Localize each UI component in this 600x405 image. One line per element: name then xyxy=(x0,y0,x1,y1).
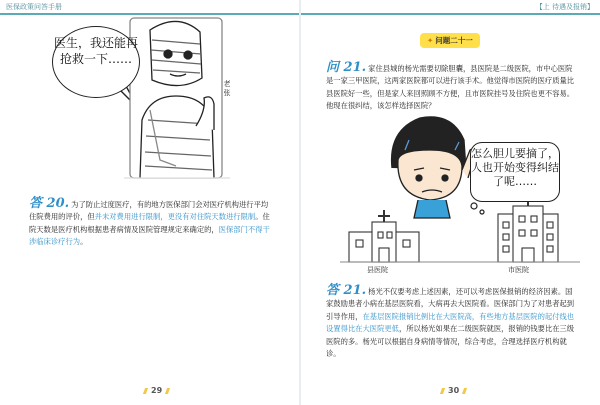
answer-20-paragraph xyxy=(29,198,273,249)
county-hospital-illustration xyxy=(349,210,419,262)
answer-21-paragraph xyxy=(326,285,578,360)
question-21-text: 家住县城的杨光需要切除胆囊，县医院是二级医院，市中心医院是一家三甲医院，这两家医院都可以进行该手术。他觉得市医院的医疗质量比县医院好一些，但是家人来回照顾不方便，且市医院挂号及住院也更不容易。他现在很纠结，该怎样选择医院？ xyxy=(326,64,575,111)
question-badge-label: 问题二十一 xyxy=(435,36,473,45)
answer-20-highlight-2: 医保部门不得干涉临床诊疗行为 xyxy=(29,224,270,247)
question-number-badge xyxy=(420,33,480,48)
answer-21-text-1: 杨光不仅要考虑上述因素，还可以考虑医保报销的经济因素。国家鼓励患者小病在基层医院看，大病再去大医院看。医保部门为了对患者起到引导作用， xyxy=(326,287,575,321)
city-hospital-label: 市医院 xyxy=(508,266,529,274)
thinking-bubble-tail xyxy=(471,203,484,214)
patient-speech-bubble: 医生，我还能再抢救一下…… xyxy=(52,26,140,98)
lightbulb-icon: ✦ xyxy=(427,36,434,45)
question-21-paragraph xyxy=(326,62,578,113)
right-page-number: 30 xyxy=(437,386,470,395)
worried-man-illustration xyxy=(392,117,475,218)
left-page-number: 29 xyxy=(140,386,173,395)
thinking-speech-bubble: 怎么胆儿要摘了，人也开始变得纠结了呢…… xyxy=(470,142,560,202)
answer-20-text-1: 为了防止过度医疗，有的地方医保部门会对医疗机构进行平均住院费用的评价，但 xyxy=(29,200,269,222)
answer-20-mark: 答 20. xyxy=(29,196,70,211)
bandaged-patient-illustration xyxy=(124,18,230,178)
answer-20-text-2: 。住院天数是医疗机构根据患者病情及医院管理规定来确定的， xyxy=(29,212,270,234)
answer-20-highlight-1: 并未对费用进行限制，更没有对住院天数进行限制 xyxy=(94,212,256,222)
left-header-title: 医保政策问答手册 xyxy=(6,3,62,11)
right-header-section: 【上 待遇及报销】 xyxy=(535,3,594,11)
city-hospital-illustration xyxy=(498,192,558,262)
answer-21-mark: 答 21. xyxy=(326,283,367,298)
patient-name-label: 老张 xyxy=(223,80,231,98)
question-21-mark: 问 21. xyxy=(326,60,367,75)
answer-20-text-3: 。 xyxy=(80,237,88,247)
county-hospital-label: 县医院 xyxy=(367,266,388,274)
answer-21-text-2: ，所以杨光如果在二级医院就医，报销的钱要比在三级医院的多。杨光可以根据自身病情等情况，综合考虑，合理选择医疗机构就诊。 xyxy=(326,324,575,359)
answer-21-highlight: 在基层医院报销比例比在大医院高，有些地方基层医院的起付线也设置得比在大医院更低 xyxy=(326,311,575,334)
